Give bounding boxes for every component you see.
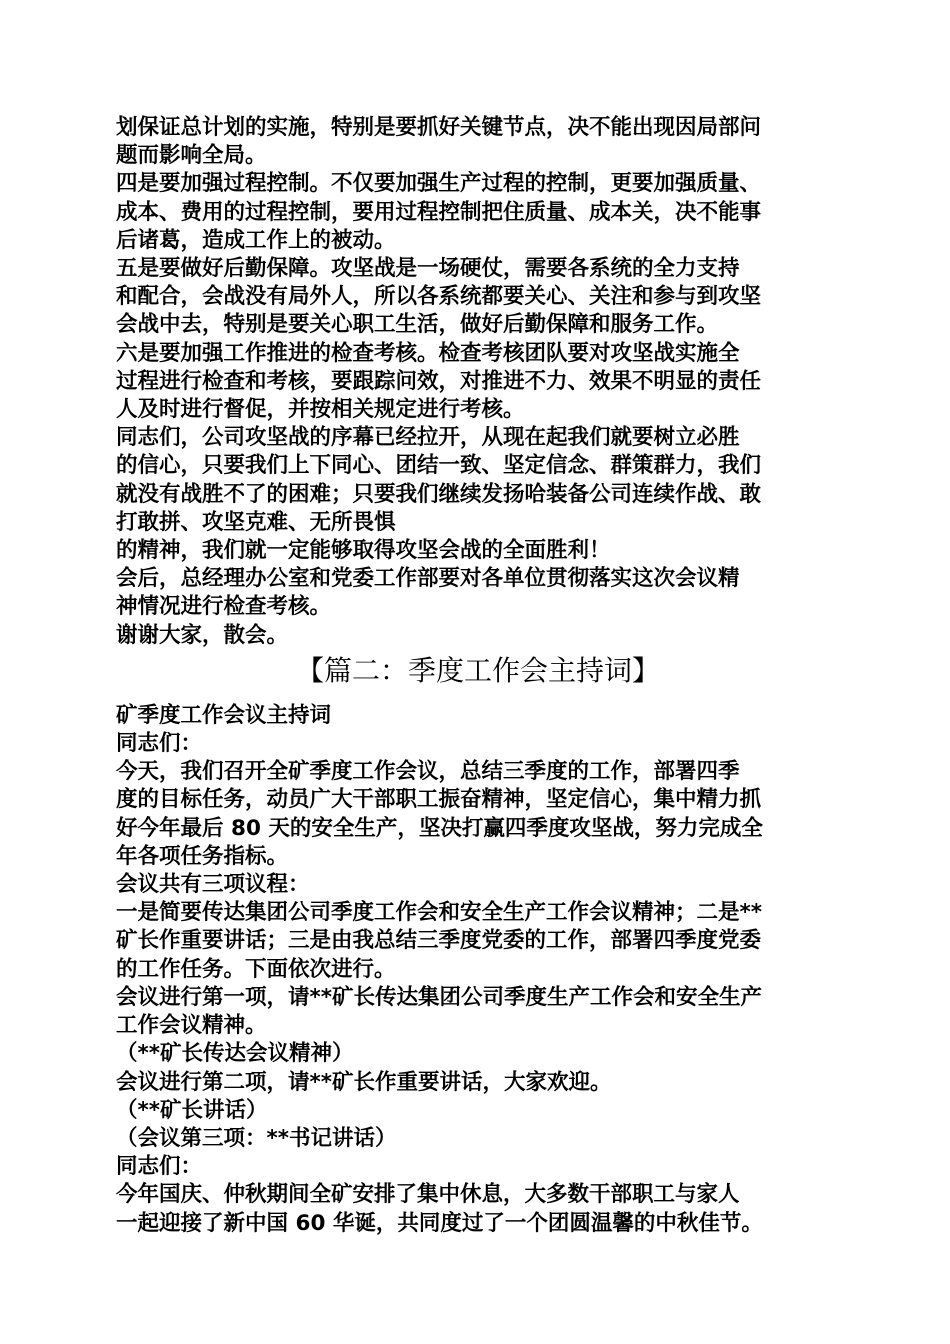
text-line: 一是简要传达集团公司季度工作会和安全生产工作会议精神；二是** — [116, 900, 762, 926]
text-line: 过程进行检查和考核，要跟踪问效，对推进不力、效果不明显的责任 — [116, 368, 762, 394]
document-page — [116, 114, 840, 1238]
text-line: 同志们，公司攻坚战的序幕已经拉开，从现在起我们就要树立必胜 — [116, 425, 740, 451]
text-line: 同志们： — [116, 731, 203, 757]
text-line: 的精神，我们就一定能够取得攻坚会战的全面胜利！ — [116, 538, 611, 564]
text-line: 会后，总经理办公室和党委工作部要对各单位贯彻落实这次会议精 — [116, 566, 740, 592]
text-line: 矿长作重要讲话；三是由我总结三季度党委的工作，部署四季度党委 — [116, 928, 762, 954]
text-line: 四是要加强过程控制。不仅要加强生产过程的控制，更要加强质量、 — [116, 171, 762, 197]
text-line: 后诸葛，造成工作上的被动。 — [116, 227, 396, 253]
text-line: 的工作任务。下面依次进行。 — [116, 956, 396, 982]
text-line: 六是要加强工作推进的检查考核。检查考核团队要对攻坚战实施全 — [116, 340, 740, 366]
text-line: （会议第三项：**书记讲话） — [116, 1125, 397, 1151]
text-line: 和配合，会战没有局外人，所以各系统都要关心、关注和参与到攻坚 — [116, 284, 762, 310]
text-line: 划保证总计划的实施，特别是要抓好关键节点，决不能出现因局部问 — [116, 115, 762, 140]
text-line: 好今年最后 80 天的安全生产，坚决打赢四季度攻坚战，努力完成全 — [116, 815, 763, 841]
text-line: 今天，我们召开全矿季度工作会议，总结三季度的工作，部署四季 — [116, 759, 740, 785]
text-line: （**矿长讲话） — [116, 1097, 268, 1123]
text-line: 题而影响全局。 — [116, 143, 267, 169]
section-one-body — [116, 114, 840, 650]
text-line: 打敢拼、攻坚克难、无所畏惧 — [116, 509, 396, 535]
text-line: 成本、费用的过程控制，要用过程控制把住质量、成本关，决不能事 — [116, 199, 762, 225]
text-line: 会议进行第二项，请**矿长作重要讲话，大家欢迎。 — [116, 1069, 612, 1095]
section-heading: 【篇二：季度工作会主持词】 — [295, 653, 660, 687]
text-line: 年各项任务指标。 — [116, 843, 289, 869]
text-line: 会战中去，特别是要关心职工生活，做好后勤保障和服务工作。 — [116, 312, 719, 338]
text-line: 矿季度工作会议主持词 — [116, 702, 332, 728]
text-line: 会议进行第一项，请**矿长传达集团公司季度生产工作会和安全生产 — [116, 984, 762, 1010]
text-line: 一起迎接了新中国 60 华诞，共同度过了一个团圆温馨的中秋佳节。 — [116, 1210, 763, 1236]
text-line: 度的目标任务，动员广大干部职工振奋精神，坚定信心，集中精力抓 — [116, 787, 762, 813]
text-line: 同志们： — [116, 1154, 203, 1180]
text-line: 人及时进行督促，并按相关规定进行考核。 — [116, 397, 525, 423]
section-two-body — [116, 702, 840, 1238]
text-line: （**矿长传达会议精神） — [116, 1041, 354, 1067]
text-line: 会议共有三项议程： — [116, 872, 310, 898]
text-line: 五是要做好后勤保障。攻坚战是一场硬仗，需要各系统的全力支持 — [116, 256, 740, 282]
text-line: 的信心，只要我们上下同心、团结一致、坚定信念、群策群力，我们 — [116, 453, 762, 479]
text-line: 就没有战胜不了的困难；只要我们继续发扬哈装备公司连续作战、敢 — [116, 481, 762, 507]
text-line: 工作会议精神。 — [116, 1013, 267, 1039]
text-line: 今年国庆、仲秋期间全矿安排了集中休息，大多数干部职工与家人 — [116, 1182, 740, 1208]
text-line: 谢谢大家，散会。 — [116, 622, 289, 648]
text-line: 神情况进行检查考核。 — [116, 594, 332, 620]
